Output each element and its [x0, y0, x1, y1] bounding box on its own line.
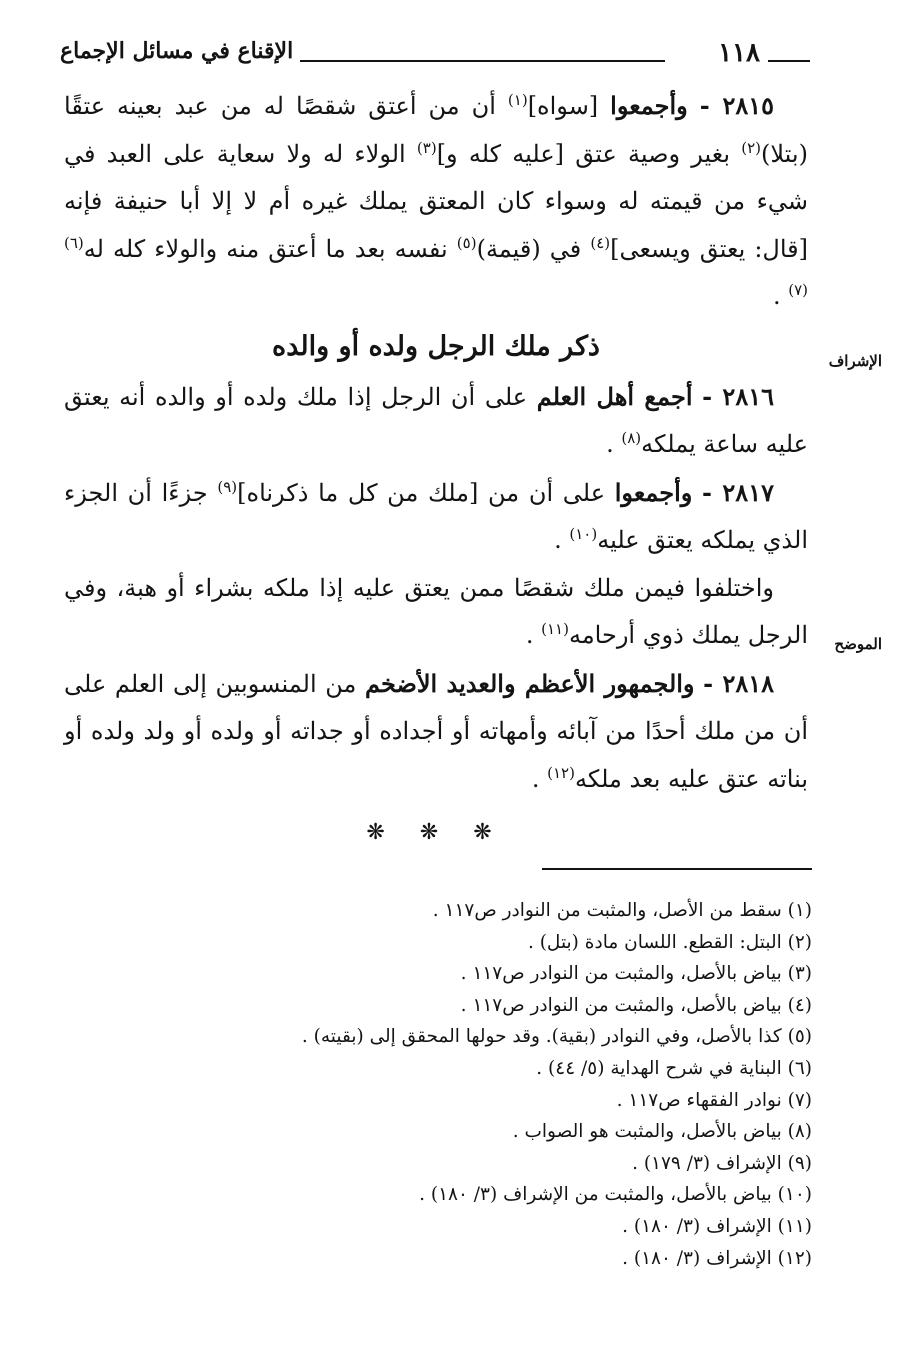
footnote-ref: (٥)	[456, 233, 477, 252]
text-span: واختلفوا فيمن ملك شقصًا ممن يعتق عليه إذا ملكه بشراء أو هبة، وفي الرجل يملك ذوي أرحامه	[64, 573, 808, 649]
footnote-ref: (٩)	[217, 477, 238, 496]
text-span: على أن من [ملك من كل ما ذكرناه]	[237, 478, 606, 507]
lead-phrase: والجمهور الأعظم والعديد الأضخم	[364, 668, 695, 698]
footnote-ref: (٣)	[416, 138, 437, 157]
header-dash	[768, 60, 810, 62]
footnote-ref: (٤)	[590, 233, 611, 252]
footnote-item: (٢) البتل: القطع. اللسان مادة (بتل) .	[527, 931, 812, 953]
footnote-item: (١٢) الإشراف (٣/ ١٨٠) .	[622, 1247, 812, 1269]
text-span: نفسه بعد ما أعتق منه والولاء كله له	[83, 234, 448, 263]
lead-phrase: أجمع أهل العلم	[536, 381, 693, 411]
footnote-ref: (١٢)	[547, 763, 575, 782]
header-rule	[300, 60, 665, 62]
sidenote-ishraf: الإشراف	[828, 352, 882, 370]
text-span: في (قيمة)	[476, 234, 582, 263]
footnote-ref: (١١)	[541, 620, 569, 638]
sidenote-mudih: الموضح	[834, 635, 882, 653]
book-title: الإقناع في مسائل الإجماع	[60, 38, 294, 64]
section-divider-stars: ❋ ❋ ❋	[366, 820, 506, 845]
section-heading: ذكر ملك الرجل ولده أو والده	[272, 330, 600, 362]
footnote-item: (١٠) بياض بالأصل، والمثبت من الإشراف (٣/ ١٨٠) .	[419, 1184, 812, 1206]
text-span: جزءًا أن الجزء الذي يملكه يعتق عليه	[64, 478, 808, 554]
footnote-item: (١) سقط من الأصل، والمثبت من النوادر ص١١٧ .	[432, 900, 812, 921]
footnotes	[112, 895, 812, 1274]
footnote-ref: (٦)(٧)	[64, 233, 808, 299]
page-number: ١١٨	[718, 38, 760, 68]
text-span: .	[531, 764, 540, 793]
footnote-item: (٤) بياض بالأصل، والمثبت من النوادر ص١١٧ .	[460, 994, 812, 1016]
lead-phrase: وأجمعوا	[614, 477, 693, 507]
lead-phrase: وأجمعوا	[610, 91, 688, 120]
issue-number: ٢٨١٨ -	[703, 668, 774, 698]
issue-number: ٢٨١٥ -	[699, 91, 774, 120]
footnote-item: (٧) نوادر الفقهاء ص١١٧ .	[616, 1089, 812, 1111]
paragraph-2818	[64, 660, 808, 804]
footnote-ref: (٢)	[741, 138, 761, 157]
text-span: الولاء له ولا سعاية على العبد في شيء من قيمته له وسواء كان المعتق يملك غيره أم لا إلا أبا حنيفة فإنه [قال: يعتق ويسعى]	[64, 139, 808, 263]
paragraph-2815	[64, 82, 808, 321]
text-span: بغير وصية عتق [عليه كله و]	[436, 139, 731, 168]
paragraph-disagreement	[64, 565, 808, 660]
text-span: .	[554, 526, 562, 554]
text-span: .	[606, 430, 614, 458]
footnote-item: (٣) بياض بالأصل، والمثبت من النوادر ص١١٧ .	[460, 963, 812, 985]
text-span: .	[772, 282, 781, 310]
text-span: [سواه]	[527, 92, 599, 120]
footnote-item: (٦) البناية في شرح الهداية (٥/ ٤٤) .	[536, 1057, 812, 1079]
main-text	[64, 82, 808, 853]
footnote-item: (١١) الإشراف (٣/ ١٨٠) .	[622, 1215, 812, 1237]
footnote-ref: (١٠)	[569, 525, 598, 543]
text-span: من المنسوبين إلى العلم على أن من ملك أحدًا من آبائه وأمهاته أو أجداده أو جداته أو ولده أو ولد ولده أو بناته عتق عليه بعد ملكه	[64, 669, 808, 793]
text-span: .	[525, 621, 534, 649]
issue-number: ٢٨١٧ -	[702, 477, 774, 507]
issue-number: ٢٨١٦ -	[702, 381, 774, 411]
paragraph-2817	[64, 469, 808, 565]
text-span: على أن الرجل إذا ملك ولده أو والده أنه يعتق عليه ساعة يملكه	[64, 382, 808, 458]
paragraph-2816	[64, 373, 808, 469]
footnote-ref: (١)	[507, 91, 528, 109]
page-header	[60, 38, 810, 78]
footnote-item: (٨) بياض بالأصل، والمثبت هو الصواب .	[512, 1121, 812, 1143]
footnote-ref: (٨)	[621, 429, 642, 447]
footnote-item: (٩) الإشراف (٣/ ١٧٩) .	[632, 1152, 812, 1174]
footnote-separator	[542, 868, 812, 870]
text-span: أن من أعتق شقصًا له من عبد بعينه عتقًا (بتلا)	[64, 92, 808, 168]
footnote-item: (٥) كذا بالأصل، وفي النوادر (بقية). وقد حولها المحقق إلى (بقيته) .	[301, 1026, 812, 1048]
